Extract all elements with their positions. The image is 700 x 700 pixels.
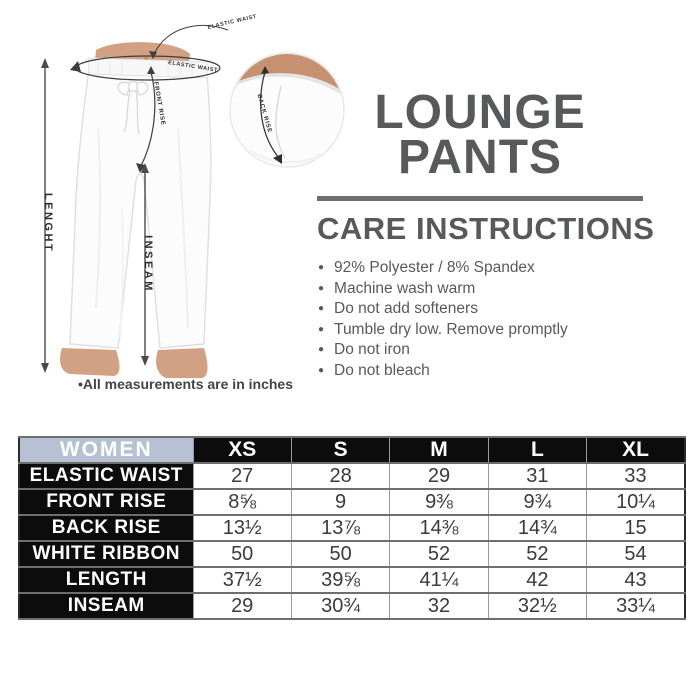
size-value-cell: 41¼ bbox=[390, 567, 488, 593]
size-value-cell: 33 bbox=[587, 463, 685, 489]
care-item bbox=[318, 320, 678, 341]
size-value-cell: 13½ bbox=[193, 515, 291, 541]
row-label: LENGTH bbox=[19, 567, 193, 593]
title-divider bbox=[317, 196, 643, 201]
care-item-label: Do not iron bbox=[334, 341, 410, 358]
table-corner-label: WOMEN bbox=[19, 437, 193, 463]
care-item bbox=[318, 340, 678, 361]
size-value-cell: 8⅝ bbox=[193, 489, 291, 515]
size-value-cell: 30¾ bbox=[291, 593, 389, 619]
row-label: BACK RISE bbox=[19, 515, 193, 541]
size-value-cell: 13⅞ bbox=[291, 515, 389, 541]
size-value-cell: 50 bbox=[291, 541, 389, 567]
column-header-xs: XS bbox=[193, 437, 291, 463]
size-value-cell: 27 bbox=[193, 463, 291, 489]
care-instructions-list bbox=[318, 258, 678, 381]
table-row bbox=[19, 463, 685, 489]
bullet-icon: ● bbox=[318, 364, 325, 376]
table-row bbox=[19, 593, 685, 619]
size-value-cell: 33¼ bbox=[587, 593, 685, 619]
back-rise-label: BACK RISE bbox=[255, 93, 273, 134]
size-value-cell: 9⅜ bbox=[390, 489, 488, 515]
size-value-cell: 54 bbox=[587, 541, 685, 567]
size-value-cell: 10¼ bbox=[587, 489, 685, 515]
page-title bbox=[317, 86, 643, 184]
table-header-row bbox=[19, 437, 685, 463]
length-arrow bbox=[41, 58, 54, 373]
care-item bbox=[318, 279, 678, 300]
size-value-cell: 28 bbox=[291, 463, 389, 489]
measurements-note: •All measurements are in inches bbox=[78, 376, 293, 392]
pants-illustration bbox=[18, 8, 358, 408]
table-row bbox=[19, 489, 685, 515]
care-item-label: Do not add softeners bbox=[334, 300, 478, 317]
care-item bbox=[318, 299, 678, 320]
size-value-cell: 37½ bbox=[193, 567, 291, 593]
size-value-cell: 42 bbox=[488, 567, 586, 593]
column-header-xl: XL bbox=[587, 437, 685, 463]
size-value-cell: 32 bbox=[390, 593, 488, 619]
inseam-label: INSEAM bbox=[142, 235, 154, 293]
size-value-cell: 50 bbox=[193, 541, 291, 567]
row-label: ELASTIC WAIST bbox=[19, 463, 193, 489]
care-instructions-heading: CARE INSTRUCTIONS bbox=[317, 211, 655, 246]
care-item bbox=[318, 361, 678, 382]
size-value-cell: 29 bbox=[390, 463, 488, 489]
bullet-icon: ● bbox=[318, 344, 325, 355]
pants-front bbox=[70, 62, 211, 348]
row-label: WHITE RIBBON bbox=[19, 541, 193, 567]
bullet-icon: ● bbox=[318, 282, 325, 294]
size-value-cell: 43 bbox=[587, 567, 685, 593]
care-item-label: 92% Polyester / 8% Spandex bbox=[334, 259, 535, 276]
care-item bbox=[318, 258, 678, 279]
row-label: INSEAM bbox=[19, 593, 193, 619]
row-label: FRONT RISE bbox=[19, 489, 193, 515]
size-value-cell: 52 bbox=[390, 541, 488, 567]
size-value-cell: 9¾ bbox=[488, 489, 586, 515]
size-value-cell: 32½ bbox=[488, 593, 586, 619]
care-item-label: Machine wash warm bbox=[334, 279, 476, 297]
care-item-label: Do not bleach bbox=[334, 361, 430, 379]
column-header-m: M bbox=[390, 437, 488, 463]
table-row bbox=[19, 541, 685, 567]
right-foot bbox=[156, 348, 207, 378]
size-value-cell: 52 bbox=[488, 541, 586, 567]
bullet-icon: ● bbox=[318, 303, 325, 314]
elastic-waist-callout-label: ELASTIC WAIST bbox=[207, 13, 258, 31]
bullet-icon: ● bbox=[318, 262, 325, 273]
length-label: LENGHT bbox=[42, 192, 54, 254]
size-table bbox=[18, 436, 686, 620]
table-row bbox=[19, 567, 685, 593]
size-value-cell: 15 bbox=[587, 515, 685, 541]
care-item-label: Tumble dry low. Remove promptly bbox=[334, 320, 568, 338]
column-header-l: L bbox=[488, 437, 586, 463]
size-value-cell: 14⅜ bbox=[390, 515, 488, 541]
table-row bbox=[19, 515, 685, 541]
size-value-cell: 31 bbox=[488, 463, 586, 489]
bullet-icon: ● bbox=[318, 323, 325, 335]
front-rise-label: FRONT RISE bbox=[152, 81, 166, 127]
elastic-waist-label: ELASTIC WAIST bbox=[167, 60, 219, 74]
title-line-1: LOUNGE bbox=[374, 86, 586, 139]
left-foot bbox=[60, 348, 119, 376]
title-line-2: PANTS bbox=[397, 131, 563, 184]
size-value-cell: 39⅝ bbox=[291, 567, 389, 593]
size-value-cell: 14¾ bbox=[488, 515, 586, 541]
size-value-cell: 29 bbox=[193, 593, 291, 619]
size-value-cell: 9 bbox=[291, 489, 389, 515]
column-header-s: S bbox=[291, 437, 389, 463]
